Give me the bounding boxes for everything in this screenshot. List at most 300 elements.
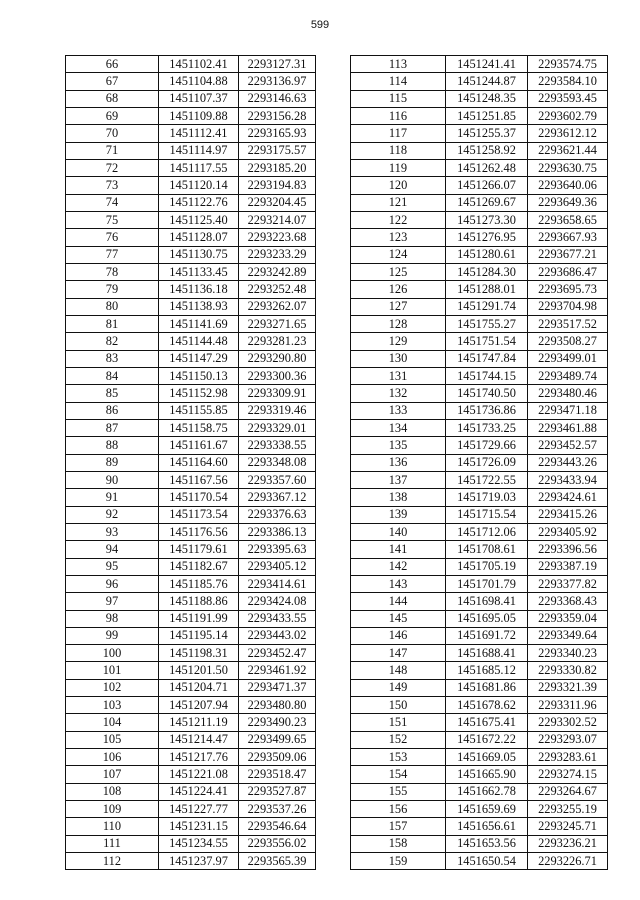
x-coordinate-cell: 1451144.48 — [159, 333, 239, 350]
x-coordinate-cell: 1451104.88 — [159, 73, 239, 90]
x-coordinate-cell: 1451237.97 — [159, 853, 239, 870]
y-coordinate-cell: 2293424.08 — [239, 593, 316, 610]
point-number-cell: 83 — [66, 350, 159, 367]
y-coordinate-cell: 2293368.43 — [528, 593, 608, 610]
y-coordinate-cell: 2293527.87 — [239, 783, 316, 800]
x-coordinate-cell: 1451695.05 — [446, 610, 528, 627]
y-coordinate-cell: 2293165.93 — [239, 125, 316, 142]
table-row — [66, 229, 316, 246]
x-coordinate-cell: 1451117.55 — [159, 159, 239, 176]
x-coordinate-cell: 1451173.54 — [159, 506, 239, 523]
table-row — [66, 558, 316, 575]
x-coordinate-cell: 1451705.19 — [446, 558, 528, 575]
x-coordinate-cell: 1451102.41 — [159, 56, 239, 73]
table-row — [351, 194, 608, 211]
table-row — [66, 523, 316, 540]
point-number-cell: 96 — [66, 575, 159, 592]
x-coordinate-cell: 1451158.75 — [159, 419, 239, 436]
point-number-cell: 125 — [351, 263, 446, 280]
table-row — [351, 263, 608, 280]
point-number-cell: 77 — [66, 246, 159, 263]
x-coordinate-cell: 1451224.41 — [159, 783, 239, 800]
x-coordinate-cell: 1451244.87 — [446, 73, 528, 90]
x-coordinate-cell: 1451112.41 — [159, 125, 239, 142]
x-coordinate-cell: 1451179.61 — [159, 541, 239, 558]
table-row — [351, 229, 608, 246]
table-row — [351, 506, 608, 523]
table-row — [66, 211, 316, 228]
table-row — [66, 367, 316, 384]
table-row — [66, 766, 316, 783]
point-number-cell: 123 — [351, 229, 446, 246]
y-coordinate-cell: 2293348.08 — [239, 454, 316, 471]
point-number-cell: 149 — [351, 679, 446, 696]
point-number-cell: 100 — [66, 645, 159, 662]
table-row — [351, 142, 608, 159]
point-number-cell: 108 — [66, 783, 159, 800]
y-coordinate-cell: 2293349.64 — [528, 627, 608, 644]
table-row — [351, 853, 608, 870]
x-coordinate-cell: 1451726.09 — [446, 454, 528, 471]
point-number-cell: 88 — [66, 437, 159, 454]
y-coordinate-cell: 2293405.92 — [528, 523, 608, 540]
y-coordinate-cell: 2293357.60 — [239, 471, 316, 488]
table-row — [66, 506, 316, 523]
x-coordinate-cell: 1451136.18 — [159, 281, 239, 298]
table-row — [66, 731, 316, 748]
x-coordinate-cell: 1451258.92 — [446, 142, 528, 159]
x-coordinate-cell: 1451722.55 — [446, 471, 528, 488]
x-coordinate-cell: 1451733.25 — [446, 419, 528, 436]
y-coordinate-cell: 2293264.67 — [528, 783, 608, 800]
y-coordinate-cell: 2293146.63 — [239, 90, 316, 107]
y-coordinate-cell: 2293695.73 — [528, 281, 608, 298]
point-number-cell: 90 — [66, 471, 159, 488]
y-coordinate-cell: 2293302.52 — [528, 714, 608, 731]
x-coordinate-cell: 1451125.40 — [159, 211, 239, 228]
point-number-cell: 86 — [66, 402, 159, 419]
point-number-cell: 82 — [66, 333, 159, 350]
point-number-cell: 80 — [66, 298, 159, 315]
x-coordinate-cell: 1451248.35 — [446, 90, 528, 107]
x-coordinate-cell: 1451241.41 — [446, 56, 528, 73]
y-coordinate-cell: 2293433.94 — [528, 471, 608, 488]
table-row — [351, 610, 608, 627]
y-coordinate-cell: 2293386.13 — [239, 523, 316, 540]
table-row — [66, 853, 316, 870]
table-row — [66, 489, 316, 506]
x-coordinate-cell: 1451198.31 — [159, 645, 239, 662]
y-coordinate-cell: 2293223.68 — [239, 229, 316, 246]
point-number-cell: 70 — [66, 125, 159, 142]
table-row — [66, 56, 316, 73]
table-row — [66, 679, 316, 696]
point-number-cell: 157 — [351, 818, 446, 835]
table-row — [66, 402, 316, 419]
y-coordinate-cell: 2293311.96 — [528, 697, 608, 714]
table-row — [351, 679, 608, 696]
table-row — [66, 159, 316, 176]
table-row — [351, 766, 608, 783]
y-coordinate-cell: 2293443.02 — [239, 627, 316, 644]
x-coordinate-cell: 1451672.22 — [446, 731, 528, 748]
table-row — [66, 714, 316, 731]
point-number-cell: 111 — [66, 835, 159, 852]
point-number-cell: 109 — [66, 801, 159, 818]
point-number-cell: 102 — [66, 679, 159, 696]
table-row — [351, 437, 608, 454]
y-coordinate-cell: 2293319.46 — [239, 402, 316, 419]
x-coordinate-cell: 1451185.76 — [159, 575, 239, 592]
point-number-cell: 74 — [66, 194, 159, 211]
x-coordinate-cell: 1451130.75 — [159, 246, 239, 263]
y-coordinate-cell: 2293640.06 — [528, 177, 608, 194]
point-number-cell: 146 — [351, 627, 446, 644]
x-coordinate-cell: 1451176.56 — [159, 523, 239, 540]
point-number-cell: 155 — [351, 783, 446, 800]
y-coordinate-cell: 2293293.07 — [528, 731, 608, 748]
y-coordinate-cell: 2293686.47 — [528, 263, 608, 280]
table-row — [351, 281, 608, 298]
point-number-cell: 114 — [351, 73, 446, 90]
x-coordinate-cell: 1451107.37 — [159, 90, 239, 107]
x-coordinate-cell: 1451109.88 — [159, 107, 239, 124]
y-coordinate-cell: 2293424.61 — [528, 489, 608, 506]
y-coordinate-cell: 2293330.82 — [528, 662, 608, 679]
point-number-cell: 97 — [66, 593, 159, 610]
x-coordinate-cell: 1451751.54 — [446, 333, 528, 350]
point-number-cell: 122 — [351, 211, 446, 228]
y-coordinate-cell: 2293667.93 — [528, 229, 608, 246]
x-coordinate-cell: 1451114.97 — [159, 142, 239, 159]
table-row — [66, 835, 316, 852]
point-number-cell: 139 — [351, 506, 446, 523]
y-coordinate-cell: 2293433.55 — [239, 610, 316, 627]
x-coordinate-cell: 1451221.08 — [159, 766, 239, 783]
x-coordinate-cell: 1451211.19 — [159, 714, 239, 731]
table-row — [351, 298, 608, 315]
point-number-cell: 67 — [66, 73, 159, 90]
x-coordinate-cell: 1451650.54 — [446, 853, 528, 870]
y-coordinate-cell: 2293395.63 — [239, 541, 316, 558]
x-coordinate-cell: 1451669.05 — [446, 749, 528, 766]
table-row — [351, 385, 608, 402]
y-coordinate-cell: 2293255.19 — [528, 801, 608, 818]
x-coordinate-cell: 1451719.03 — [446, 489, 528, 506]
point-number-cell: 159 — [351, 853, 446, 870]
point-number-cell: 104 — [66, 714, 159, 731]
y-coordinate-cell: 2293329.01 — [239, 419, 316, 436]
y-coordinate-cell: 2293226.71 — [528, 853, 608, 870]
y-coordinate-cell: 2293565.39 — [239, 853, 316, 870]
x-coordinate-cell: 1451747.84 — [446, 350, 528, 367]
point-number-cell: 140 — [351, 523, 446, 540]
table-row — [351, 246, 608, 263]
x-coordinate-cell: 1451698.41 — [446, 593, 528, 610]
point-number-cell: 141 — [351, 541, 446, 558]
table-row — [66, 801, 316, 818]
y-coordinate-cell: 2293242.89 — [239, 263, 316, 280]
y-coordinate-cell: 2293245.71 — [528, 818, 608, 835]
x-coordinate-cell: 1451128.07 — [159, 229, 239, 246]
point-number-cell: 101 — [66, 662, 159, 679]
x-coordinate-cell: 1451675.41 — [446, 714, 528, 731]
table-row — [351, 56, 608, 73]
point-number-cell: 98 — [66, 610, 159, 627]
point-number-cell: 69 — [66, 107, 159, 124]
point-number-cell: 143 — [351, 575, 446, 592]
y-coordinate-cell: 2293537.26 — [239, 801, 316, 818]
table-row — [66, 645, 316, 662]
table-row — [351, 73, 608, 90]
y-coordinate-cell: 2293338.55 — [239, 437, 316, 454]
table-row — [351, 125, 608, 142]
table-row — [66, 142, 316, 159]
point-number-cell: 151 — [351, 714, 446, 731]
x-coordinate-cell: 1451255.37 — [446, 125, 528, 142]
point-number-cell: 132 — [351, 385, 446, 402]
x-coordinate-cell: 1451188.86 — [159, 593, 239, 610]
y-coordinate-cell: 2293704.98 — [528, 298, 608, 315]
x-coordinate-cell: 1451147.29 — [159, 350, 239, 367]
y-coordinate-cell: 2293649.36 — [528, 194, 608, 211]
table-row — [351, 697, 608, 714]
x-coordinate-cell: 1451170.54 — [159, 489, 239, 506]
x-coordinate-cell: 1451164.60 — [159, 454, 239, 471]
y-coordinate-cell: 2293574.75 — [528, 56, 608, 73]
y-coordinate-cell: 2293387.19 — [528, 558, 608, 575]
x-coordinate-cell: 1451251.85 — [446, 107, 528, 124]
table-row — [351, 471, 608, 488]
point-number-cell: 148 — [351, 662, 446, 679]
table-row — [66, 697, 316, 714]
x-coordinate-cell: 1451656.61 — [446, 818, 528, 835]
x-coordinate-cell: 1451269.67 — [446, 194, 528, 211]
y-coordinate-cell: 2293490.23 — [239, 714, 316, 731]
y-coordinate-cell: 2293658.65 — [528, 211, 608, 228]
point-number-cell: 81 — [66, 315, 159, 332]
table-row — [66, 749, 316, 766]
y-coordinate-cell: 2293480.46 — [528, 385, 608, 402]
table-row — [351, 818, 608, 835]
x-coordinate-cell: 1451150.13 — [159, 367, 239, 384]
table-row — [66, 385, 316, 402]
x-coordinate-cell: 1451276.95 — [446, 229, 528, 246]
x-coordinate-cell: 1451284.30 — [446, 263, 528, 280]
x-coordinate-cell: 1451120.14 — [159, 177, 239, 194]
y-coordinate-cell: 2293204.45 — [239, 194, 316, 211]
y-coordinate-cell: 2293233.29 — [239, 246, 316, 263]
point-number-cell: 115 — [351, 90, 446, 107]
point-number-cell: 112 — [66, 853, 159, 870]
table-row — [66, 610, 316, 627]
x-coordinate-cell: 1451740.50 — [446, 385, 528, 402]
x-coordinate-cell: 1451665.90 — [446, 766, 528, 783]
point-number-cell: 68 — [66, 90, 159, 107]
table-row — [66, 350, 316, 367]
table-row — [351, 177, 608, 194]
y-coordinate-cell: 2293518.47 — [239, 766, 316, 783]
table-row — [66, 541, 316, 558]
point-number-cell: 124 — [351, 246, 446, 263]
y-coordinate-cell: 2293359.04 — [528, 610, 608, 627]
x-coordinate-cell: 1451273.30 — [446, 211, 528, 228]
x-coordinate-cell: 1451133.45 — [159, 263, 239, 280]
point-number-cell: 134 — [351, 419, 446, 436]
y-coordinate-cell: 2293271.65 — [239, 315, 316, 332]
table-row — [66, 315, 316, 332]
table-row — [351, 159, 608, 176]
x-coordinate-cell: 1451231.15 — [159, 818, 239, 835]
point-number-cell: 110 — [66, 818, 159, 835]
point-number-cell: 145 — [351, 610, 446, 627]
point-number-cell: 128 — [351, 315, 446, 332]
x-coordinate-cell: 1451280.61 — [446, 246, 528, 263]
x-coordinate-cell: 1451701.79 — [446, 575, 528, 592]
table-row — [351, 575, 608, 592]
x-coordinate-cell: 1451214.47 — [159, 731, 239, 748]
point-number-cell: 92 — [66, 506, 159, 523]
y-coordinate-cell: 2293175.57 — [239, 142, 316, 159]
x-coordinate-cell: 1451678.62 — [446, 697, 528, 714]
point-number-cell: 142 — [351, 558, 446, 575]
point-number-cell: 129 — [351, 333, 446, 350]
point-number-cell: 72 — [66, 159, 159, 176]
y-coordinate-cell: 2293621.44 — [528, 142, 608, 159]
x-coordinate-cell: 1451262.48 — [446, 159, 528, 176]
y-coordinate-cell: 2293471.37 — [239, 679, 316, 696]
table-row — [66, 593, 316, 610]
table-row — [351, 315, 608, 332]
y-coordinate-cell: 2293415.26 — [528, 506, 608, 523]
table-row — [351, 419, 608, 436]
y-coordinate-cell: 2293136.97 — [239, 73, 316, 90]
y-coordinate-cell: 2293612.12 — [528, 125, 608, 142]
y-coordinate-cell: 2293214.07 — [239, 211, 316, 228]
y-coordinate-cell: 2293283.61 — [528, 749, 608, 766]
table-row — [66, 471, 316, 488]
y-coordinate-cell: 2293489.74 — [528, 367, 608, 384]
coordinates-table-right — [350, 55, 608, 870]
x-coordinate-cell: 1451708.61 — [446, 541, 528, 558]
table-row — [351, 801, 608, 818]
table-row — [351, 90, 608, 107]
point-number-cell: 150 — [351, 697, 446, 714]
coordinates-table-right-body — [351, 56, 608, 870]
x-coordinate-cell: 1451755.27 — [446, 315, 528, 332]
x-coordinate-cell: 1451653.56 — [446, 835, 528, 852]
point-number-cell: 158 — [351, 835, 446, 852]
y-coordinate-cell: 2293602.79 — [528, 107, 608, 124]
point-number-cell: 113 — [351, 56, 446, 73]
y-coordinate-cell: 2293185.20 — [239, 159, 316, 176]
y-coordinate-cell: 2293377.82 — [528, 575, 608, 592]
x-coordinate-cell: 1451141.69 — [159, 315, 239, 332]
x-coordinate-cell: 1451161.67 — [159, 437, 239, 454]
point-number-cell: 105 — [66, 731, 159, 748]
x-coordinate-cell: 1451191.99 — [159, 610, 239, 627]
point-number-cell: 147 — [351, 645, 446, 662]
y-coordinate-cell: 2293509.06 — [239, 749, 316, 766]
table-row — [66, 419, 316, 436]
x-coordinate-cell: 1451227.77 — [159, 801, 239, 818]
point-number-cell: 78 — [66, 263, 159, 280]
point-number-cell: 131 — [351, 367, 446, 384]
point-number-cell: 119 — [351, 159, 446, 176]
point-number-cell: 84 — [66, 367, 159, 384]
y-coordinate-cell: 2293262.07 — [239, 298, 316, 315]
y-coordinate-cell: 2293321.39 — [528, 679, 608, 696]
table-row — [66, 298, 316, 315]
table-row — [66, 783, 316, 800]
y-coordinate-cell: 2293194.83 — [239, 177, 316, 194]
table-row — [66, 177, 316, 194]
table-row — [66, 437, 316, 454]
x-coordinate-cell: 1451712.06 — [446, 523, 528, 540]
point-number-cell: 76 — [66, 229, 159, 246]
y-coordinate-cell: 2293340.23 — [528, 645, 608, 662]
y-coordinate-cell: 2293309.91 — [239, 385, 316, 402]
point-number-cell: 153 — [351, 749, 446, 766]
x-coordinate-cell: 1451681.86 — [446, 679, 528, 696]
table-row — [351, 541, 608, 558]
y-coordinate-cell: 2293480.80 — [239, 697, 316, 714]
x-coordinate-cell: 1451291.74 — [446, 298, 528, 315]
point-number-cell: 118 — [351, 142, 446, 159]
table-row — [351, 835, 608, 852]
y-coordinate-cell: 2293236.21 — [528, 835, 608, 852]
point-number-cell: 94 — [66, 541, 159, 558]
y-coordinate-cell: 2293508.27 — [528, 333, 608, 350]
table-row — [351, 367, 608, 384]
table-row — [66, 333, 316, 350]
table-row — [66, 73, 316, 90]
y-coordinate-cell: 2293396.56 — [528, 541, 608, 558]
table-row — [351, 593, 608, 610]
table-row — [351, 783, 608, 800]
point-number-cell: 127 — [351, 298, 446, 315]
x-coordinate-cell: 1451152.98 — [159, 385, 239, 402]
coordinates-table-left — [65, 55, 316, 870]
y-coordinate-cell: 2293414.61 — [239, 575, 316, 592]
y-coordinate-cell: 2293252.48 — [239, 281, 316, 298]
x-coordinate-cell: 1451688.41 — [446, 645, 528, 662]
table-row — [351, 662, 608, 679]
x-coordinate-cell: 1451662.78 — [446, 783, 528, 800]
y-coordinate-cell: 2293127.31 — [239, 56, 316, 73]
point-number-cell: 71 — [66, 142, 159, 159]
y-coordinate-cell: 2293156.28 — [239, 107, 316, 124]
x-coordinate-cell: 1451691.72 — [446, 627, 528, 644]
x-coordinate-cell: 1451715.54 — [446, 506, 528, 523]
point-number-cell: 66 — [66, 56, 159, 73]
table-row — [351, 333, 608, 350]
coordinates-table-left-body — [66, 56, 316, 870]
y-coordinate-cell: 2293300.36 — [239, 367, 316, 384]
point-number-cell: 121 — [351, 194, 446, 211]
table-row — [351, 731, 608, 748]
point-number-cell: 99 — [66, 627, 159, 644]
table-row — [66, 454, 316, 471]
point-number-cell: 136 — [351, 454, 446, 471]
point-number-cell: 95 — [66, 558, 159, 575]
table-row — [351, 523, 608, 540]
y-coordinate-cell: 2293376.63 — [239, 506, 316, 523]
table-row — [351, 211, 608, 228]
point-number-cell: 91 — [66, 489, 159, 506]
table-row — [66, 125, 316, 142]
y-coordinate-cell: 2293405.12 — [239, 558, 316, 575]
